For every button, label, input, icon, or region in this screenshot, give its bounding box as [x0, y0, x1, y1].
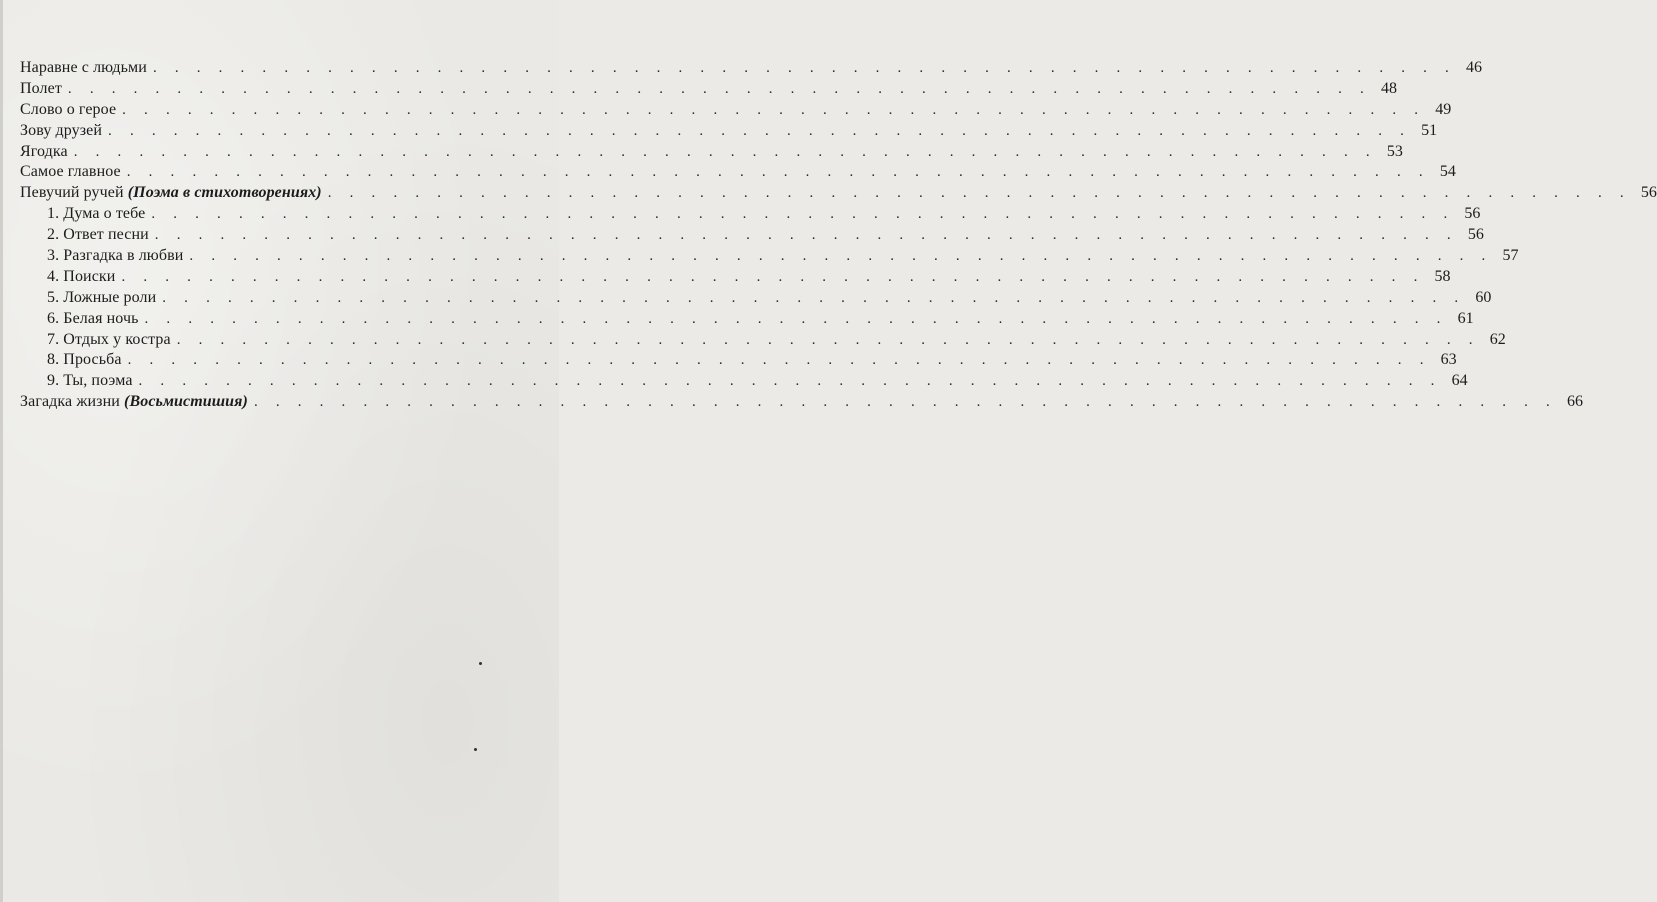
page-number: 54	[1439, 163, 1456, 181]
toc-entry	[20, 100, 1452, 121]
entry-title-text: 5. Ложные роли	[47, 288, 157, 306]
print-speck	[479, 662, 482, 665]
dot-leader: . . . . . . . . . . . . . . . . . . . . . . . . . . . . . . . . . . . . . . . . . . . . . . . . . . . . . . . . . . . .	[138, 373, 1442, 390]
page-number: 48	[1380, 79, 1397, 97]
toc-entry	[20, 392, 1584, 413]
entry-title	[47, 225, 149, 246]
entry-title	[20, 121, 102, 142]
entry-subtitle: (Поэма в стихотворениях)	[127, 184, 322, 202]
toc-entry	[20, 121, 1438, 142]
dot-leader: . . . . . . . . . . . . . . . . . . . . . . . . . . . . . . . . . . . . . . . . . . . . . . . . . . . . . . . . . . . .	[152, 60, 1456, 76]
page-number: 66	[1567, 393, 1584, 411]
toc-entry	[20, 183, 1657, 204]
toc-subentry	[20, 267, 1451, 288]
page-number: 53	[1386, 142, 1403, 160]
entry-title-text: Слово о герое	[20, 100, 117, 118]
dot-leader: . . . . . . . . . . . . . . . . . . . . . . . . . . . . . . . . . . . . . . . . . . . . . . . . . . . . . . . . . . . .	[126, 164, 1430, 181]
dot-leader: . . . . . . . . . . . . . . . . . . . . . . . . . . . . . . . . . . . . . . . . . . . . . . . . . . . . . . . . . . . .	[151, 206, 1455, 223]
page-number: 64	[1451, 372, 1468, 390]
toc-entry	[20, 58, 1482, 79]
toc-subentry	[20, 330, 1506, 351]
dot-leader: . . . . . . . . . . . . . . . . . . . . . . . . . . . . . . . . . . . . . . . . . . . . . . . . . . . . . . . . . . . .	[154, 227, 1458, 244]
entry-title-text: 7. Отдых у костра	[47, 330, 171, 348]
entry-title-text: Зову друзей	[20, 121, 103, 139]
entry-title	[20, 100, 116, 121]
entry-title	[47, 330, 171, 351]
dot-leader: . . . . . . . . . . . . . . . . . . . . . . . . . . . . . . . . . . . . . . . . . . . . . . . . . . . . . . . . . . . .	[176, 331, 1480, 348]
entry-title-text: 2. Ответ песни	[47, 226, 149, 244]
entry-title-text: 8. Просьба	[47, 351, 122, 369]
page-number: 57	[1502, 247, 1519, 265]
entry-title	[47, 267, 115, 288]
page-number: 49	[1435, 100, 1452, 118]
entry-title-text: Ягодка	[20, 142, 68, 160]
toc-subentry	[20, 309, 1474, 330]
entry-title	[47, 204, 145, 225]
entry-title	[20, 162, 121, 183]
toc-subentry	[20, 225, 1484, 246]
page-number: 58	[1434, 267, 1451, 285]
entry-title-text: Самое главное	[20, 163, 121, 181]
entry-subtitle: (Восьмистишия)	[124, 393, 248, 411]
entry-title	[20, 392, 248, 413]
dot-leader: . . . . . . . . . . . . . . . . . . . . . . . . . . . . . . . . . . . . . . . . . . . . . . . . . . . . . . . . . . . .	[189, 248, 1493, 265]
entry-title	[47, 350, 122, 371]
toc-subentry	[20, 204, 1481, 225]
entry-title-text: 3. Разгадка в любви	[47, 247, 184, 265]
entry-title-text: Загадка жизни	[20, 393, 125, 411]
print-speck	[474, 748, 477, 751]
entry-title-text: 4. Поиски	[47, 267, 116, 285]
toc-subentry	[20, 288, 1492, 309]
entry-title	[20, 183, 322, 204]
dot-leader: . . . . . . . . . . . . . . . . . . . . . . . . . . . . . . . . . . . . . . . . . . . . . . . . . . . . . . . . . . . .	[253, 394, 1558, 411]
dot-leader: . . . . . . . . . . . . . . . . . . . . . . . . . . . . . . . . . . . . . . . . . . . . . . . . . . . . . . . . . . . .	[144, 310, 1448, 327]
entry-title	[47, 246, 183, 267]
dot-leader: . . . . . . . . . . . . . . . . . . . . . . . . . . . . . . . . . . . . . . . . . . . . . . . . . . . . . . . . . . . .	[108, 122, 1412, 139]
page-number: 56	[1640, 184, 1657, 202]
dot-leader: . . . . . . . . . . . . . . . . . . . . . . . . . . . . . . . . . . . . . . . . . . . . . . . . . . . . . . . . . . . .	[162, 289, 1466, 306]
entry-title	[20, 142, 68, 163]
page-number: 56	[1467, 226, 1484, 244]
entry-title-text: Наравне с людьми	[20, 59, 147, 76]
toc-subentry	[20, 371, 1468, 392]
entry-title-text: 9. Ты, поэма	[47, 372, 133, 390]
page-number: 61	[1457, 309, 1474, 327]
toc-entry	[20, 79, 1397, 100]
entry-title-text: Полет	[20, 79, 62, 97]
entry-title-text: 1. Дума о тебе	[47, 205, 146, 223]
page-number: 62	[1489, 330, 1506, 348]
toc-entry	[20, 142, 1403, 163]
dot-leader: . . . . . . . . . . . . . . . . . . . . . . . . . . . . . . . . . . . . . . . . . . . . . . . . . . . . . . . . . . . .	[122, 101, 1426, 118]
entry-title-text: Певучий ручей	[20, 184, 128, 202]
entry-title	[47, 309, 139, 330]
page-number: 60	[1475, 288, 1492, 306]
entry-title	[47, 371, 133, 392]
toc-entry	[20, 162, 1456, 183]
dot-leader: . . . . . . . . . . . . . . . . . . . . . . . . . . . . . . . . . . . . . . . . . . . . . . . . . . . . . . . . . . . .	[73, 143, 1377, 160]
entry-title-text: 6. Белая ночь	[47, 309, 139, 327]
entry-title	[20, 79, 62, 100]
entry-title	[20, 58, 147, 79]
toc-subentry	[20, 350, 1457, 371]
dot-leader: . . . . . . . . . . . . . . . . . . . . . . . . . . . . . . . . . . . . . . . . . . . . . . . . . . . . . . . . . . . .	[327, 185, 1631, 202]
page-number: 46	[1466, 59, 1482, 76]
dot-leader: . . . . . . . . . . . . . . . . . . . . . . . . . . . . . . . . . . . . . . . . . . . . . . . . . . . . . . . . . . . .	[67, 80, 1371, 97]
table-of-contents	[20, 58, 1657, 413]
entry-title	[47, 288, 156, 309]
page-number: 56	[1464, 205, 1481, 223]
toc-subentry	[20, 246, 1519, 267]
dot-leader: . . . . . . . . . . . . . . . . . . . . . . . . . . . . . . . . . . . . . . . . . . . . . . . . . . . . . . . . . . . .	[121, 268, 1425, 285]
page-number: 63	[1440, 351, 1457, 369]
page-number: 51	[1421, 121, 1438, 139]
page-edge	[0, 0, 3, 902]
dot-leader: . . . . . . . . . . . . . . . . . . . . . . . . . . . . . . . . . . . . . . . . . . . . . . . . . . . . . . . . . . . .	[127, 352, 1431, 369]
